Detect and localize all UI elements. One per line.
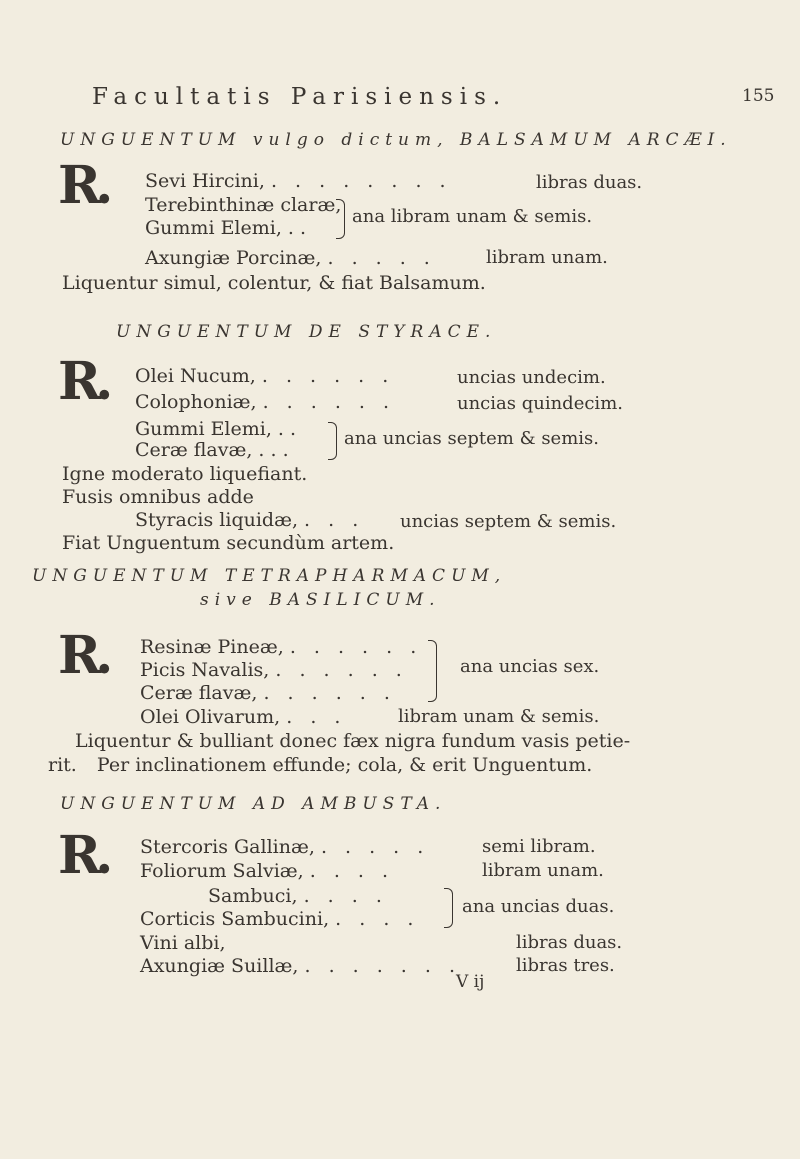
ingredient-line [140,706,346,728]
ingredient-name: Styracis liquidæ, [135,509,298,531]
ingredient-line [145,247,436,269]
running-header: Facultatis Parisiensis. [92,84,508,110]
ingredient-quantity: uncias quindecim. [457,393,623,414]
page-number: 155 [742,86,775,106]
instruction-text: Liquentur & bulliant donec fæx nigra fundum vasis petie- [75,730,631,752]
ingredient-name: Sevi Hircini, [145,170,265,192]
ingredient-line [135,391,395,413]
instruction-text: Igne moderato liquefiant. [62,463,308,485]
leader-dots: . . . . . . [261,365,395,387]
signature-mark: V ij [456,972,485,992]
recipe-title-ambusta: UNGUENTUM AD AMBUSTA. [60,794,447,814]
hyphen-continuation: rit. [48,754,77,776]
leader-dots: . . . . . . [263,682,396,704]
ingredient-name: Olei Nucum, [135,365,256,387]
ingredient-name: Ceræ flavæ, . . . [135,439,289,461]
instruction-body: Per inclinationem effunde; cola, & erit Unguentum. [96,754,593,776]
brace [336,199,345,239]
leader-dots: . . . . . . . [304,955,461,977]
leader-dots: . . . . . . [262,391,396,413]
leader-dots: . . . . . [327,247,436,269]
ingredient-line [135,509,364,531]
leader-dots: . . . . [335,908,420,930]
ingredient-name: Olei Olivarum, [140,706,281,728]
brace [328,422,337,460]
ingredient-quantity: libram unam & semis. [398,706,600,727]
leader-dots: . . . . [303,885,388,907]
ingredient-name: Stercoris Gallinæ, [140,836,315,858]
recipe-symbol: R. [58,625,108,686]
recipe-symbol: R. [58,351,108,412]
leader-dots: . . . . . . [289,636,423,658]
ingredient-quantity: libram unam. [486,247,608,268]
brace-quantity: ana libram unam & semis. [352,206,593,227]
ingredient-line [140,955,461,977]
ingredient-name: Vini albi, [140,932,226,954]
ingredient-line [145,170,452,192]
leader-dots: . . . . [309,860,395,882]
leader-dots: . . . . . [320,836,430,858]
ingredient-name: Colophoniæ, [135,391,257,413]
ingredient-name: Sambuci, [208,885,298,907]
ingredient-name: Gummi Elemi, . . [145,217,307,239]
ingredient-name: Gummi Elemi, . . [135,418,297,440]
ingredient-line [135,365,394,387]
recipe-title-tetrapharmacum: UNGUENTUM TETRAPHARMACUM, [32,566,507,586]
ingredient-line [140,682,396,704]
ingredient-quantity: uncias undecim. [457,367,606,388]
instruction-text [48,754,592,776]
ingredient-name: Resinæ Pineæ, [140,636,284,658]
ingredient-name: Axungiæ Porcinæ, [145,247,322,269]
leader-dots: . . . [286,706,347,728]
ingredient-line [208,885,388,907]
leader-dots: . . . . . . [275,659,408,681]
ingredient-name: Terebinthinæ claræ, [145,194,342,216]
ingredient-quantity: libras tres. [516,955,615,976]
leader-dots: . . . [304,509,365,531]
ingredient-line [140,659,408,681]
leader-dots: . . . . . . . . [270,170,452,192]
ingredient-name: Picis Navalis, [140,659,270,681]
recipe-subtitle-basilicum: sive BASILICUM. [200,590,441,610]
ingredient-name: Ceræ flavæ, [140,682,258,704]
instruction-text: Fiat Unguentum secundùm artem. [62,532,395,554]
instruction-text: Liquentur simul, colentur, & fiat Balsamum. [62,272,486,294]
ingredient-quantity: uncias septem & semis. [400,511,617,532]
ingredient-name: Foliorum Salviæ, [140,860,304,882]
ingredient-line [140,908,419,930]
ingredient-quantity: libram unam. [482,860,604,881]
brace-quantity: ana uncias sex. [460,656,600,677]
recipe-symbol: R. [58,825,108,886]
brace [444,888,453,928]
instruction-text: Fusis omnibus adde [62,486,254,508]
ingredient-line [140,836,429,858]
ingredient-line [140,636,422,658]
brace [428,640,437,702]
ingredient-quantity: libras duas. [536,172,643,193]
recipe-symbol: R. [58,155,108,216]
brace-quantity: ana uncias duas. [462,896,615,917]
recipe-title-balsamum: UNGUENTUM vulgo dictum, BALSAMUM ARCÆI. [60,130,732,150]
ingredient-line [140,860,394,882]
ingredient-quantity: semi libram. [482,836,596,857]
ingredient-name: Corticis Sambucini, [140,908,330,930]
brace-quantity: ana uncias septem & semis. [344,428,599,449]
ingredient-name: Axungiæ Suillæ, [140,955,299,977]
ingredient-quantity: libras duas. [516,932,623,953]
recipe-title-styrace: UNGUENTUM DE STYRACE. [116,322,497,342]
